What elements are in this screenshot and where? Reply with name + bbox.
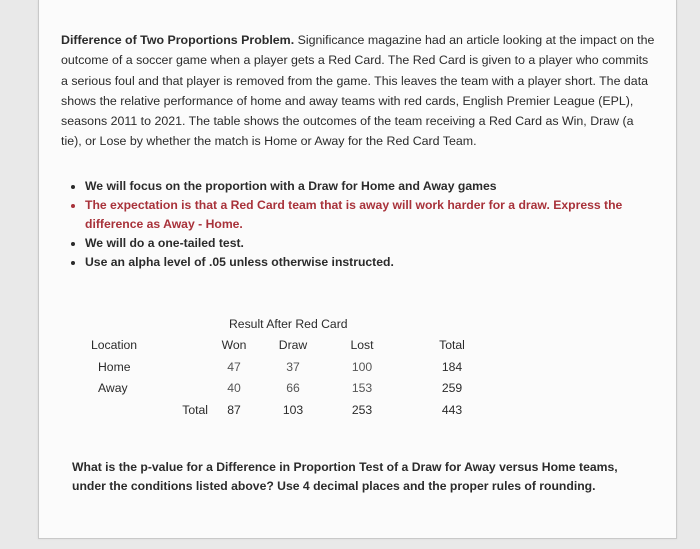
cell-won: 40 <box>227 381 241 396</box>
header-lost: Lost <box>350 338 374 353</box>
cell-lost: 153 <box>351 381 373 396</box>
cell-draw: 66 <box>286 381 300 396</box>
document-page <box>38 0 677 539</box>
bullet-text: We will do a one-tailed test. <box>85 236 244 250</box>
list-item <box>85 234 680 253</box>
question-text: What is the p-value for a Difference in Proportion Test of a Draw for Away versus Home teams, under the conditions listed above? Use 4 decimal places and the proper rules of rounding. <box>72 460 618 493</box>
total-draw: 103 <box>282 402 304 417</box>
row-label: Away <box>98 381 128 396</box>
header-won: Won <box>221 338 247 353</box>
problem-statement <box>61 30 656 152</box>
bullet-text: Use an alpha level of .05 unless otherwise instructed. <box>85 255 394 269</box>
table-row <box>88 378 512 400</box>
cell-total: 259 <box>441 381 463 396</box>
cell-lost: 100 <box>351 359 373 374</box>
table-title-row <box>88 313 512 335</box>
problem-body: Significance magazine had an article looking at the impact on the outcome of a soccer game when a player gets a Red Card. The Red Card is given to a player who commits a serious foul and that player is removed from the game. This leaves the team with a player short. The data shows the relative performance of home and away teams with red cards, English Premier League (EPL), seasons 2011 to 2021. The table shows the outcomes of the team receiving a Red Card as Win, Draw (a tie), or Lose by whether the match is Home or Away for the Red Card Team. <box>61 33 655 149</box>
list-item <box>85 196 680 234</box>
problem-title: Difference of Two Proportions Problem. <box>61 33 295 47</box>
list-item <box>85 253 680 272</box>
instruction-list <box>61 177 680 272</box>
table-row <box>88 356 512 378</box>
header-location: Location <box>91 338 138 353</box>
row-label: Home <box>98 359 131 374</box>
bullet-text: We will focus on the proportion with a Draw for Home and Away games <box>85 179 497 193</box>
header-total: Total <box>439 338 465 353</box>
bullet-text-tail: Express the difference as Away - Home. <box>85 198 623 231</box>
header-draw: Draw <box>278 338 308 353</box>
total-won: 87 <box>227 402 241 417</box>
total-lost: 253 <box>351 402 373 417</box>
table-totals-row <box>88 399 512 421</box>
cell-total: 184 <box>441 359 463 374</box>
grand-total: 443 <box>441 402 463 417</box>
cell-won: 47 <box>227 359 241 374</box>
bullet-text: The expectation is that a Red Card team that is away will work harder for a draw. <box>85 198 550 212</box>
table-header-row <box>88 335 512 357</box>
red-card-table <box>88 313 512 421</box>
list-item <box>85 177 680 196</box>
totals-label: Total <box>182 402 208 417</box>
cell-draw: 37 <box>286 359 300 374</box>
table-title: Result After Red Card <box>229 316 348 331</box>
